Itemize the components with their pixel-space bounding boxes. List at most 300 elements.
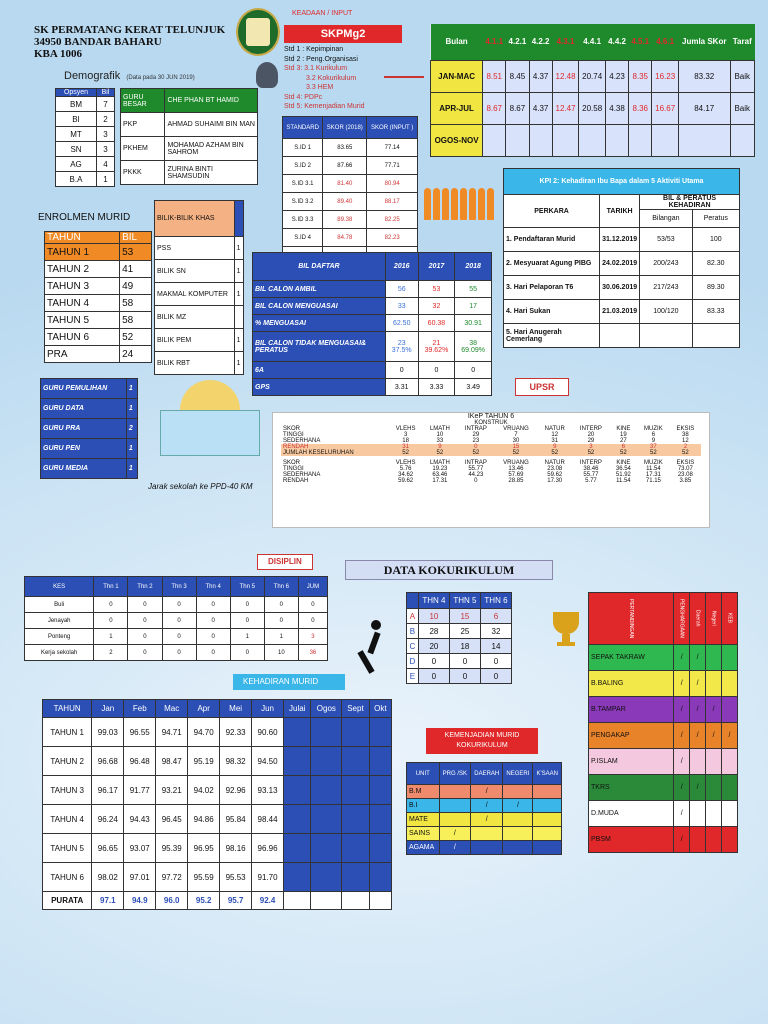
column-header: Ogos <box>311 700 342 718</box>
column-header: Thn 5 <box>230 577 264 597</box>
table-cell <box>690 801 706 827</box>
table-cell: SN <box>56 142 97 157</box>
table-cell: 77.14 <box>367 139 418 157</box>
keadaan-title: KEADAAN / INPUT <box>292 10 353 17</box>
table-cell: 25 <box>449 624 480 639</box>
table-cell: 3 <box>572 444 609 450</box>
table-cell: 3 <box>97 127 115 142</box>
table-cell: 92.4 <box>252 892 284 910</box>
table-row <box>253 379 492 396</box>
table-cell: SEDERHANA <box>283 438 321 444</box>
table-row <box>407 669 512 684</box>
table-row <box>589 801 738 827</box>
table-cell: PENGAKAP <box>589 723 674 749</box>
table-row <box>407 785 562 799</box>
table-cell <box>690 827 706 853</box>
table-cell: 71.15 <box>645 478 661 484</box>
kokurikulum-title: DATA KOKURIKULUM <box>345 560 553 580</box>
table-cell: / <box>674 723 690 749</box>
table-cell: 23 <box>472 438 480 444</box>
table-cell: 52 <box>610 450 637 456</box>
table-row <box>56 97 115 112</box>
table-cell: 0 <box>264 597 298 613</box>
table-cell: VLEHS <box>395 460 416 466</box>
table-cell: 95.84 <box>220 805 252 834</box>
table-cell: 0 <box>162 645 196 661</box>
table-row <box>121 113 258 137</box>
column-header: 4.4.2 <box>605 24 628 60</box>
table-row <box>41 399 138 419</box>
table-row <box>253 298 492 315</box>
table-row <box>253 315 492 332</box>
table-cell: 33 <box>436 438 444 444</box>
table-cell: INTRAP <box>464 460 487 466</box>
table-cell: INTRAP <box>464 426 487 432</box>
table-row <box>431 124 755 156</box>
trophy-icon <box>550 612 582 652</box>
table-cell: 0 <box>418 654 449 669</box>
table-row <box>45 278 152 295</box>
table-cell: EKSIS <box>676 460 695 466</box>
table-cell: 87.66 <box>323 157 367 175</box>
table-cell: 23.08 <box>677 472 693 478</box>
table-cell: 3 <box>298 629 327 645</box>
empty-cell <box>284 892 311 910</box>
table-cell: 1 <box>94 629 128 645</box>
table-cell: 98.16 <box>220 834 252 863</box>
table-cell: JUMLAH KESELURUHAN <box>281 450 389 456</box>
table-cell <box>722 827 738 853</box>
table-cell: 98.44 <box>252 805 284 834</box>
table-cell: 92.96 <box>220 776 252 805</box>
table-cell: 52 <box>120 329 152 346</box>
table-cell: 96.96 <box>252 834 284 863</box>
table-row <box>25 645 328 661</box>
table-cell: 95.39 <box>156 834 188 863</box>
table-cell <box>503 841 533 855</box>
table-cell: 49 <box>120 278 152 295</box>
table-cell: 94.43 <box>124 805 156 834</box>
table-cell: RENDAH <box>281 444 389 450</box>
table-cell: 9 <box>651 438 656 444</box>
table-cell: 12 <box>551 432 559 438</box>
table-cell: 28.85 <box>508 478 524 484</box>
table-cell: 34.62 <box>398 472 414 478</box>
empty-cell <box>284 747 311 776</box>
table-cell: 53 <box>418 281 455 298</box>
table-cell: 56 <box>385 281 418 298</box>
table-cell: 92.33 <box>220 718 252 747</box>
table-cell: / <box>706 723 722 749</box>
table-cell: / <box>471 799 503 813</box>
table-cell: 1 <box>234 352 243 375</box>
table-row <box>283 193 418 211</box>
school-address: 34950 BANDAR BAHARU <box>34 36 162 48</box>
table-cell: 94.71 <box>156 718 188 747</box>
table-cell <box>533 813 562 827</box>
table-cell: 77.71 <box>367 157 418 175</box>
table-cell: B <box>407 624 419 639</box>
table-cell: TAHUN 1 <box>45 244 120 261</box>
table-cell: PKP <box>121 113 165 137</box>
table-cell <box>439 799 471 813</box>
table-cell: 3.85 <box>679 478 692 484</box>
table-cell: 17 <box>455 298 492 315</box>
table-cell: D <box>407 654 419 669</box>
table-row <box>43 747 392 776</box>
arrow-right-icon <box>384 76 424 78</box>
column-header: Mac <box>156 700 188 718</box>
column-header: 2016 <box>385 253 418 281</box>
table-cell <box>640 324 692 348</box>
kehadiran-label: KEHADIRAN MURID <box>233 674 345 690</box>
table-cell: 83.33 <box>692 300 739 324</box>
table-cell: / <box>674 801 690 827</box>
table-cell: 11.54 <box>646 466 661 472</box>
table-cell: 0 <box>94 613 128 629</box>
column-header: Opsyen <box>56 89 97 97</box>
table-row <box>45 312 152 329</box>
column-header: Thn 1 <box>94 577 128 597</box>
table-cell: 52 <box>670 450 701 456</box>
table-row <box>589 723 738 749</box>
column-header: Taraf <box>730 24 754 60</box>
table-cell: 96.68 <box>92 747 124 776</box>
table-cell: 0 <box>230 597 264 613</box>
table-cell: 1 <box>234 283 243 306</box>
table-cell: 63.46 <box>432 472 448 478</box>
keadaan-item: 3.2 Kokurikulum <box>306 74 357 82</box>
header-row <box>589 593 738 645</box>
empty-cell <box>284 718 311 747</box>
column-header: Thn 6 <box>264 577 298 597</box>
table-cell: C <box>407 639 419 654</box>
table-cell: TAHUN 3 <box>43 776 92 805</box>
column-header: BIL DAFTAR <box>253 253 386 281</box>
keadaan-item: Std 2 : Peng.Organisasi <box>284 55 358 63</box>
table-cell: 52 <box>637 450 670 456</box>
column-header: Thn 4 <box>196 577 230 597</box>
table-cell: S.ID 3.2 <box>283 193 323 211</box>
table-cell: PBSM <box>589 827 674 853</box>
table-cell: 10 <box>264 645 298 661</box>
column-header: SKOR (INPUT ) <box>367 117 418 139</box>
table-cell: PURATA <box>43 892 92 910</box>
table-cell: 0 <box>196 645 230 661</box>
table-row <box>431 60 755 92</box>
table-row <box>43 776 392 805</box>
empty-cell <box>369 747 391 776</box>
table-cell: S.ID 1 <box>283 139 323 157</box>
school-diagram-image <box>160 380 260 480</box>
table-cell: 96.55 <box>124 718 156 747</box>
table-cell: 4.23 <box>605 60 628 92</box>
table-cell: MAKMAL KOMPUTER <box>155 283 235 306</box>
table-cell: 0 <box>162 613 196 629</box>
column-header: Apr <box>188 700 220 718</box>
table-cell: 93.07 <box>124 834 156 863</box>
column-header <box>234 201 243 237</box>
table-cell: 0 <box>480 669 511 684</box>
table-cell <box>730 124 754 156</box>
table-cell: 8.67 <box>506 92 529 124</box>
purata-row <box>43 892 392 910</box>
table-cell: 8.45 <box>506 60 529 92</box>
table-cell: BIL CALON AMBIL <box>253 281 386 298</box>
table-row <box>25 613 328 629</box>
table-cell: 44.23 <box>468 472 484 478</box>
table-cell: 1. Pendaftaran Murid <box>504 228 600 252</box>
table-cell: 1 <box>97 172 115 187</box>
school-logo <box>236 8 280 56</box>
table-cell: 23.08 <box>547 466 563 472</box>
column-header: 4.4.1 <box>579 24 606 60</box>
table-cell: 52 <box>495 450 538 456</box>
table-cell: 2. Mesyuarat Agung PIBG <box>504 252 600 276</box>
table-cell <box>722 801 738 827</box>
column-header: Bulan <box>431 24 483 60</box>
table-cell: 97.01 <box>124 863 156 892</box>
header-row <box>253 253 492 281</box>
table-cell: / <box>674 671 690 697</box>
table-cell <box>706 749 722 775</box>
skpmg2-badge: SKPMg2 <box>284 25 402 43</box>
table-cell: 95.2 <box>188 892 220 910</box>
table-cell: S.ID 2 <box>283 157 323 175</box>
table-cell: 3 <box>403 432 408 438</box>
column-header: BIL <box>120 232 152 244</box>
table-cell: 1 <box>126 439 137 459</box>
column-header: NEGERI <box>503 763 533 785</box>
empty-cell <box>342 892 369 910</box>
table-cell: 89.40 <box>323 193 367 211</box>
column-header: 4.1.1 <box>483 24 506 60</box>
column-header <box>407 593 419 609</box>
empty-cell <box>284 776 311 805</box>
table-cell: 1 <box>234 329 243 352</box>
table-cell: BILIK RBT <box>155 352 235 375</box>
table-cell <box>533 841 562 855</box>
table-cell: 89.30 <box>692 276 739 300</box>
table-cell: 97.72 <box>156 863 188 892</box>
table-cell: 9 <box>423 444 457 450</box>
table-row <box>45 329 152 346</box>
table-cell: CHE PHAN BT HAMID <box>165 89 258 113</box>
table-cell: 82.30 <box>692 252 739 276</box>
table-row <box>281 478 701 484</box>
table-row <box>121 161 258 185</box>
table-cell: 0 <box>196 597 230 613</box>
table-cell <box>722 697 738 723</box>
column-header: Bil <box>97 89 115 97</box>
table-cell: / <box>690 671 706 697</box>
table-cell: 8.35 <box>629 60 652 92</box>
table-cell: 41 <box>120 261 152 278</box>
table-cell: 31 <box>551 438 559 444</box>
bilik-table <box>154 200 244 375</box>
header-row <box>283 117 418 139</box>
table-cell: TAHUN 5 <box>43 834 92 863</box>
table-row <box>45 346 152 363</box>
table-cell: VRUANG <box>503 460 529 466</box>
person-icon <box>442 188 449 220</box>
table-cell: 24 <box>120 346 152 363</box>
table-cell: BILIK MZ <box>155 306 235 329</box>
table-cell: 16.23 <box>652 60 679 92</box>
disiplin-label: DISIPLIN <box>257 554 313 570</box>
table-cell: 58 <box>120 312 152 329</box>
table-cell: 24.02.2019 <box>600 252 640 276</box>
table-cell: / <box>674 775 690 801</box>
table-row <box>407 609 512 624</box>
table-row <box>407 799 562 813</box>
table-cell: 4.38 <box>605 92 628 124</box>
kokurikulum-table <box>406 592 512 684</box>
table-cell: Ponteng <box>25 629 94 645</box>
empty-cell <box>311 892 342 910</box>
table-cell: TAHUN 6 <box>45 329 120 346</box>
table-cell: P.ISLAM <box>589 749 674 775</box>
table-cell: 23 37.5% <box>385 332 418 362</box>
table-cell: BIL CALON MENGUASAI <box>253 298 386 315</box>
kemenjadian-label: KEMENJADIAN MURID KOKURIKULUM <box>426 728 538 754</box>
table-cell: PKKK <box>121 161 165 185</box>
header-row <box>45 232 152 244</box>
table-cell: 91.70 <box>252 863 284 892</box>
table-cell: 2 <box>97 112 115 127</box>
column-header: Jan <box>92 700 124 718</box>
table-row <box>589 697 738 723</box>
empty-cell <box>311 718 342 747</box>
table-cell: 0 <box>128 613 162 629</box>
table-cell: 88.17 <box>367 193 418 211</box>
column-header: Julai <box>284 700 311 718</box>
table-cell: AG <box>56 157 97 172</box>
table-row <box>431 92 755 124</box>
column-header: THN 6 <box>480 593 511 609</box>
column-header: Okt <box>369 700 391 718</box>
empty-cell <box>284 805 311 834</box>
table-cell: GURU PEN <box>41 439 127 459</box>
keadaan-item: Std 5: Kemenjadian Murid <box>284 103 365 110</box>
table-row <box>41 379 138 399</box>
table-row <box>41 419 138 439</box>
table-cell <box>552 124 579 156</box>
table-cell: 57.69 <box>508 472 524 478</box>
column-header: 4.3.1 <box>552 24 579 60</box>
table-cell: 0 <box>474 478 478 484</box>
table-cell: Baik <box>730 92 754 124</box>
table-row <box>155 306 244 329</box>
table-cell: 0 <box>298 597 327 613</box>
table-cell <box>706 827 722 853</box>
table-cell: 21 39.62% <box>418 332 455 362</box>
table-cell: PSS <box>155 237 235 260</box>
table-cell: 1 <box>234 260 243 283</box>
empty-cell <box>342 834 369 863</box>
table-cell: GPS <box>253 379 386 396</box>
table-cell: S.ID 3.1 <box>283 175 323 193</box>
person-icon <box>424 188 431 220</box>
table-cell: / <box>439 841 471 855</box>
table-cell: 96.65 <box>92 834 124 863</box>
table-cell: JAN-MAC <box>431 60 483 92</box>
table-cell: INTERP <box>579 426 602 432</box>
column-header: Peratus <box>692 210 739 228</box>
table-cell <box>690 749 706 775</box>
table-cell: 59.62 <box>547 472 563 478</box>
empty-cell <box>311 834 342 863</box>
table-cell: 0 <box>196 613 230 629</box>
table-cell: 98.02 <box>92 863 124 892</box>
table-cell: 18 <box>402 438 409 444</box>
table-cell: NATUR <box>544 460 565 466</box>
column-header: Feb <box>124 700 156 718</box>
table-cell: BM <box>56 97 97 112</box>
table-cell <box>692 324 739 348</box>
table-cell: 1 <box>126 459 137 479</box>
table-cell: 1 <box>264 629 298 645</box>
table-cell: 15 <box>449 609 480 624</box>
table-cell: 96.45 <box>156 805 188 834</box>
table-cell: 96.95 <box>188 834 220 863</box>
table-cell: TAHUN 5 <box>45 312 120 329</box>
table-cell: MATE <box>407 813 440 827</box>
table-cell <box>706 645 722 671</box>
table-cell <box>529 124 552 156</box>
enrolmen-table <box>44 231 152 363</box>
table-row <box>407 827 562 841</box>
table-row <box>253 281 492 298</box>
table-cell: 96.17 <box>92 776 124 805</box>
table-cell: 1 <box>126 399 137 419</box>
table-cell: 7 <box>514 432 518 438</box>
table-cell: MOHAMAD AZHAM BIN SAHROM <box>165 137 258 161</box>
table-cell: 94.9 <box>124 892 156 910</box>
table-cell: / <box>690 645 706 671</box>
empty-cell <box>342 747 369 776</box>
table-cell: 2 <box>670 444 701 450</box>
table-row <box>155 237 244 260</box>
table-cell <box>629 124 652 156</box>
table-cell: Kerja sekolah <box>25 645 94 661</box>
table-cell: 94.02 <box>188 776 220 805</box>
table-cell <box>722 671 738 697</box>
table-cell: 62.50 <box>385 315 418 332</box>
table-cell: B.TAMPAR <box>589 697 674 723</box>
table-cell: 0 <box>128 597 162 613</box>
table-cell: / <box>674 645 690 671</box>
column-header: 4.5.1 <box>629 24 652 60</box>
table-cell: 17.30 <box>547 478 563 484</box>
column-header: TAHUN <box>43 700 92 718</box>
table-cell: SEDERHANA <box>283 472 321 478</box>
table-cell: 30.06.2019 <box>600 276 640 300</box>
column-header: 4.6.1 <box>652 24 679 60</box>
table-cell: 38 69.09% <box>455 332 492 362</box>
table-cell: 36.54 <box>615 466 631 472</box>
table-cell: VLEHS <box>395 426 416 432</box>
table-row <box>253 362 492 379</box>
table-cell: 0 <box>196 629 230 645</box>
table-cell: 17.31 <box>432 478 448 484</box>
table-cell <box>471 841 503 855</box>
table-cell: 13.46 <box>508 466 524 472</box>
table-row <box>504 300 740 324</box>
table-cell: AHMAD SUHAIMI BIN MAN <box>165 113 258 137</box>
table-cell: TKRS <box>589 775 674 801</box>
table-cell <box>439 785 471 799</box>
